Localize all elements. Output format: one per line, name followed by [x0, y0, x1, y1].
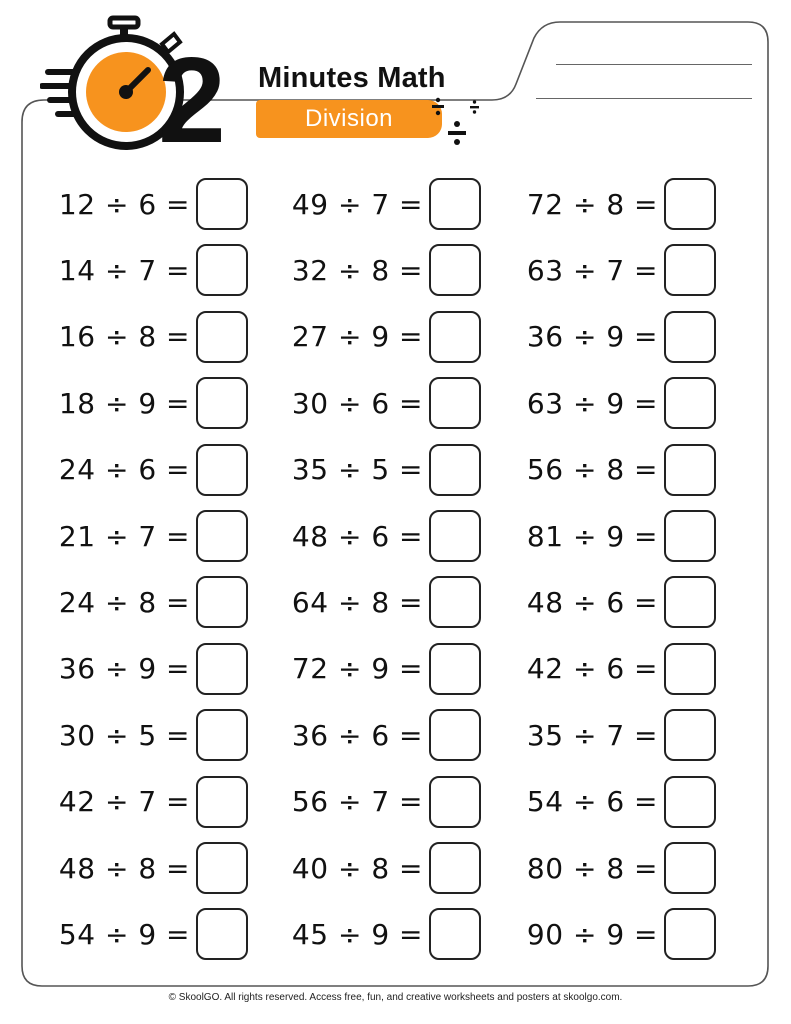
problem-expression: 32 ÷ 8 = — [291, 253, 423, 287]
problem-row — [281, 375, 481, 431]
problem-row — [516, 574, 716, 630]
answer-box[interactable] — [429, 444, 481, 496]
answer-box[interactable] — [196, 178, 248, 230]
problem-expression: 54 ÷ 9 = — [58, 917, 190, 951]
problem-expression: 81 ÷ 9 = — [526, 519, 658, 553]
problem-expression: 63 ÷ 9 = — [526, 386, 658, 420]
problem-expression: 16 ÷ 8 = — [58, 320, 190, 354]
answer-box[interactable] — [664, 244, 716, 296]
problem-row — [516, 774, 716, 830]
answer-box[interactable] — [196, 444, 248, 496]
answer-box[interactable] — [429, 377, 481, 429]
problem-expression: 42 ÷ 6 = — [526, 652, 658, 686]
problem-row — [281, 707, 481, 763]
problem-row — [516, 309, 716, 365]
problem-expression: 21 ÷ 7 = — [58, 519, 190, 553]
answer-box[interactable] — [429, 311, 481, 363]
problem-expression: 72 ÷ 9 = — [291, 652, 423, 686]
answer-box[interactable] — [429, 178, 481, 230]
problem-row — [281, 840, 481, 896]
problem-row — [281, 442, 481, 498]
answer-box[interactable] — [196, 908, 248, 960]
answer-box[interactable] — [429, 908, 481, 960]
copyright-footer: © SkoolGO. All rights reserved. Access free, fun, and creative worksheets and posters at skoolgo.com. — [168, 992, 623, 1003]
problem-row — [281, 774, 481, 830]
answer-box[interactable] — [196, 311, 248, 363]
answer-box[interactable] — [664, 776, 716, 828]
subtitle-banner — [256, 100, 442, 138]
problem-row — [281, 309, 481, 365]
problem-expression: 80 ÷ 8 = — [526, 851, 658, 885]
problem-expression: 24 ÷ 6 = — [58, 453, 190, 487]
problem-row — [516, 508, 716, 564]
problem-row — [48, 707, 248, 763]
problem-row — [281, 508, 481, 564]
problem-row — [48, 375, 248, 431]
stopwatch-icon — [40, 14, 260, 154]
problem-expression: 27 ÷ 9 = — [291, 320, 423, 354]
division-sign-icon — [428, 92, 488, 152]
problem-row — [281, 176, 481, 232]
problem-expression: 64 ÷ 8 = — [291, 585, 423, 619]
date-line[interactable] — [536, 98, 752, 99]
problem-expression: 54 ÷ 6 = — [526, 785, 658, 819]
problem-row — [281, 906, 481, 962]
answer-box[interactable] — [664, 842, 716, 894]
problem-expression: 49 ÷ 7 = — [291, 187, 423, 221]
problem-expression: 40 ÷ 8 = — [291, 851, 423, 885]
problem-row — [48, 176, 248, 232]
answer-box[interactable] — [196, 377, 248, 429]
problem-expression: 56 ÷ 8 = — [526, 453, 658, 487]
problem-row — [281, 641, 481, 697]
answer-box[interactable] — [664, 576, 716, 628]
answer-box[interactable] — [664, 311, 716, 363]
problem-expression: 48 ÷ 8 = — [58, 851, 190, 885]
problem-row — [48, 442, 248, 498]
problem-row — [516, 641, 716, 697]
problem-row — [48, 242, 248, 298]
problem-row — [281, 242, 481, 298]
answer-box[interactable] — [196, 244, 248, 296]
answer-box[interactable] — [429, 643, 481, 695]
answer-box[interactable] — [196, 709, 248, 761]
answer-box[interactable] — [664, 908, 716, 960]
problem-expression: 35 ÷ 7 = — [526, 718, 658, 752]
problem-row — [516, 840, 716, 896]
answer-box[interactable] — [429, 576, 481, 628]
problem-expression: 14 ÷ 7 = — [58, 253, 190, 287]
problem-expression: 36 ÷ 6 = — [291, 718, 423, 752]
answer-box[interactable] — [429, 842, 481, 894]
problem-row — [48, 906, 248, 962]
problem-expression: 35 ÷ 5 = — [291, 453, 423, 487]
problem-row — [48, 641, 248, 697]
problem-row — [281, 574, 481, 630]
answer-box[interactable] — [196, 510, 248, 562]
problem-row — [48, 508, 248, 564]
answer-box[interactable] — [429, 510, 481, 562]
problem-expression: 30 ÷ 6 = — [291, 386, 423, 420]
answer-box[interactable] — [664, 178, 716, 230]
problem-row — [48, 840, 248, 896]
problem-expression: 90 ÷ 9 = — [526, 917, 658, 951]
answer-box[interactable] — [664, 709, 716, 761]
answer-box[interactable] — [429, 244, 481, 296]
problem-row — [516, 375, 716, 431]
problem-row — [48, 574, 248, 630]
worksheet-title: Minutes Math — [258, 62, 446, 94]
problem-expression: 48 ÷ 6 = — [291, 519, 423, 553]
answer-box[interactable] — [196, 842, 248, 894]
problem-expression: 18 ÷ 9 = — [58, 386, 190, 420]
problem-row — [516, 442, 716, 498]
problem-expression: 36 ÷ 9 = — [526, 320, 658, 354]
problem-expression: 12 ÷ 6 = — [58, 187, 190, 221]
answer-box[interactable] — [429, 709, 481, 761]
problem-row — [516, 707, 716, 763]
problem-expression: 56 ÷ 7 = — [291, 785, 423, 819]
answer-box[interactable] — [664, 643, 716, 695]
problem-expression: 63 ÷ 7 = — [526, 253, 658, 287]
problem-row — [516, 906, 716, 962]
problem-expression: 48 ÷ 6 = — [526, 585, 658, 619]
worksheet-subtitle: Division — [304, 105, 394, 132]
problem-expression: 24 ÷ 8 = — [58, 585, 190, 619]
name-line[interactable] — [556, 64, 752, 65]
problem-row — [48, 774, 248, 830]
answer-box[interactable] — [196, 776, 248, 828]
problem-expression: 30 ÷ 5 = — [58, 718, 190, 752]
problem-expression: 36 ÷ 9 = — [58, 652, 190, 686]
problem-row — [516, 242, 716, 298]
problem-row — [48, 309, 248, 365]
problem-expression: 72 ÷ 8 = — [526, 187, 658, 221]
answer-box[interactable] — [664, 510, 716, 562]
answer-box[interactable] — [196, 576, 248, 628]
answer-box[interactable] — [429, 776, 481, 828]
title-number: 2 — [158, 32, 226, 154]
answer-box[interactable] — [664, 444, 716, 496]
answer-box[interactable] — [664, 377, 716, 429]
problem-expression: 42 ÷ 7 = — [58, 785, 190, 819]
problem-row — [516, 176, 716, 232]
answer-box[interactable] — [196, 643, 248, 695]
problem-expression: 45 ÷ 9 = — [291, 917, 423, 951]
